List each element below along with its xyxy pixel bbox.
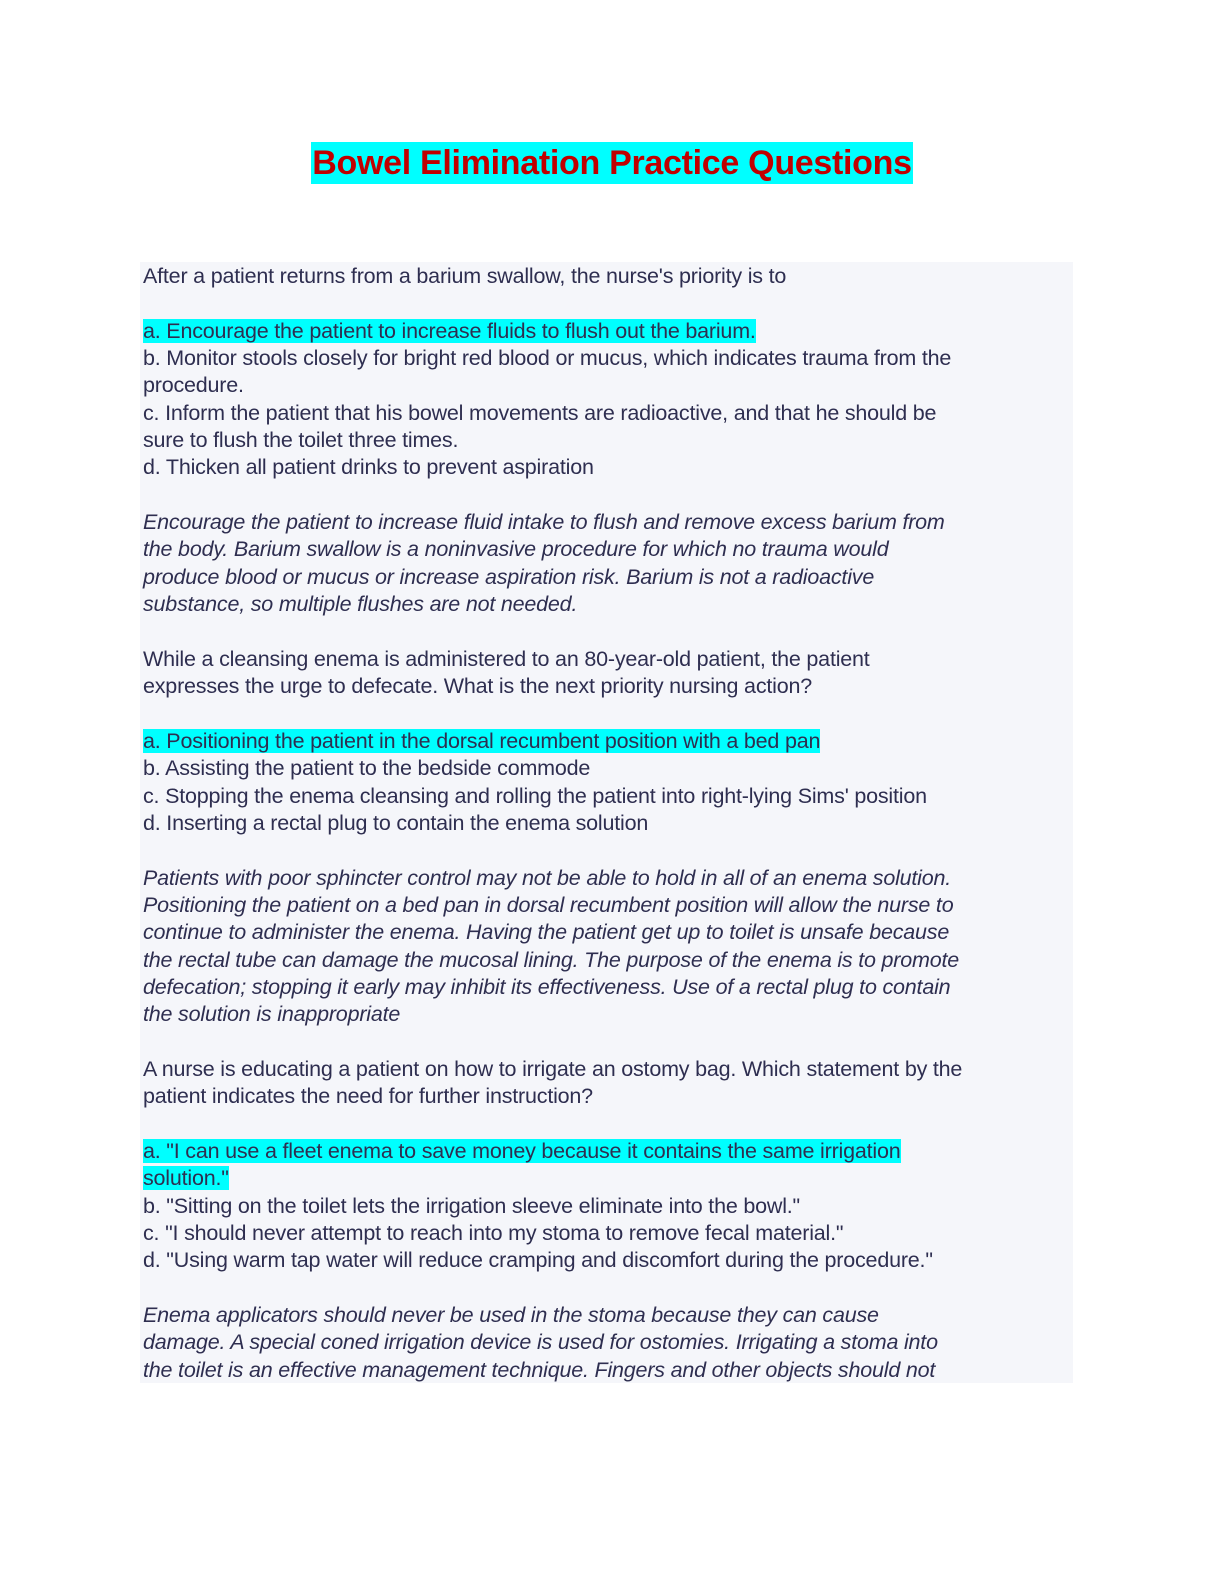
option-line xyxy=(143,1220,962,1247)
question-block xyxy=(143,263,962,618)
option-text: d. Inserting a rectal plug to contain the enema solution xyxy=(143,810,649,835)
rationale-line: the rectal tube can damage the mucosal lining. The purpose of the enema is to promote xyxy=(143,947,960,972)
option-line xyxy=(143,427,962,454)
question-stem xyxy=(143,263,962,290)
title-container xyxy=(0,142,1224,184)
option-text: sure to flush the toilet three times. xyxy=(143,428,459,453)
stem-line: While a cleansing enema is administered to an 80-year-old patient, the patient xyxy=(143,646,870,671)
option-line xyxy=(143,318,962,345)
option-text: procedure. xyxy=(143,373,244,398)
rationale-line: damage. A special coned irrigation device is used for ostomies. Irrigating a stoma into xyxy=(143,1330,938,1355)
questions-content xyxy=(143,263,962,1411)
answer-options xyxy=(143,728,962,837)
option-text: c. Stopping the enema cleansing and rolling the patient into right-lying Sims' position xyxy=(143,783,927,808)
question-stem xyxy=(143,646,962,701)
rationale-line: Encourage the patient to increase fluid intake to flush and remove excess barium from xyxy=(143,510,945,535)
option-line xyxy=(143,400,962,427)
option-text: d. "Using warm tap water will reduce cramping and discomfort during the procedure." xyxy=(143,1248,933,1273)
rationale-line: the toilet is an effective management technique. Fingers and other objects should not xyxy=(143,1357,936,1382)
rationale xyxy=(143,1302,962,1384)
rationale-line: substance, so multiple flushes are not needed. xyxy=(143,592,578,617)
rationale-line: Positioning the patient on a bed pan in dorsal recumbent position will allow the nurse to xyxy=(143,892,954,917)
stem-line: After a patient returns from a barium swallow, the nurse's priority is to xyxy=(143,264,787,288)
answer-option-correct xyxy=(143,728,962,755)
answer-option xyxy=(143,1193,962,1220)
option-line xyxy=(143,755,962,782)
stem-line: patient indicates the need for further instruction? xyxy=(143,1084,593,1109)
option-line xyxy=(143,1247,962,1274)
option-line xyxy=(143,1193,962,1220)
rationale-line: Patients with poor sphincter control may not be able to hold in all of an enema solution. xyxy=(143,865,952,890)
answer-option xyxy=(143,454,962,481)
answer-option xyxy=(143,345,962,400)
option-line xyxy=(143,372,962,399)
option-line xyxy=(143,1138,962,1165)
answer-options xyxy=(143,318,962,482)
option-text: c. Inform the patient that his bowel movements are radioactive, and that he should be xyxy=(143,400,937,425)
option-line xyxy=(143,454,962,481)
option-text: b. Monitor stools closely for bright red blood or mucus, which indicates trauma from the xyxy=(143,346,952,371)
option-text: a. Encourage the patient to increase fluids to flush out the barium. xyxy=(143,318,756,343)
option-line xyxy=(143,783,962,810)
answer-option xyxy=(143,783,962,810)
option-text: c. "I should never attempt to reach into my stoma to remove fecal material." xyxy=(143,1221,844,1246)
option-text: b. "Sitting on the toilet lets the irrigation sleeve eliminate into the bowl." xyxy=(143,1193,800,1218)
question-block xyxy=(143,646,962,1029)
option-line xyxy=(143,810,962,837)
rationale-line: produce blood or mucus or increase aspiration risk. Barium is not a radioactive xyxy=(143,564,875,589)
option-text: a. Positioning the patient in the dorsal recumbent position with a bed pan xyxy=(143,728,821,753)
answer-option xyxy=(143,400,962,455)
rationale-line: Enema applicators should never be used in the stoma because they can cause xyxy=(143,1303,879,1328)
option-text: b. Assisting the patient to the bedside commode xyxy=(143,756,591,781)
answer-option xyxy=(143,1220,962,1247)
rationale-line: the solution is inappropriate xyxy=(143,1002,401,1027)
rationale-line: defecation; stopping it early may inhibit its effectiveness. Use of a rectal plug to contain xyxy=(143,974,951,999)
answer-option-correct xyxy=(143,1138,962,1193)
option-line xyxy=(143,1165,962,1192)
answer-options xyxy=(143,1138,962,1275)
stem-line: A nurse is educating a patient on how to irrigate an ostomy bag. Which statement by the xyxy=(143,1056,963,1081)
rationale-line: continue to administer the enema. Having the patient get up to toilet is unsafe because xyxy=(143,920,950,945)
page-title: Bowel Elimination Practice Questions xyxy=(312,144,912,182)
answer-option-correct xyxy=(143,318,962,345)
question-stem xyxy=(143,1056,962,1111)
answer-option xyxy=(143,755,962,782)
option-text: a. "I can use a fleet enema to save money because it contains the same irrigation xyxy=(143,1139,901,1163)
option-line xyxy=(143,728,962,755)
option-text: solution." xyxy=(143,1166,229,1191)
answer-option xyxy=(143,810,962,837)
option-text: d. Thicken all patient drinks to prevent aspiration xyxy=(143,455,594,480)
question-block xyxy=(143,1056,962,1384)
option-line xyxy=(143,345,962,372)
stem-line: expresses the urge to defecate. What is the next priority nursing action? xyxy=(143,674,812,699)
answer-option xyxy=(143,1247,962,1274)
rationale xyxy=(143,865,962,1029)
rationale xyxy=(143,509,962,618)
rationale-line: the body. Barium swallow is a noninvasive procedure for which no trauma would xyxy=(143,537,889,562)
